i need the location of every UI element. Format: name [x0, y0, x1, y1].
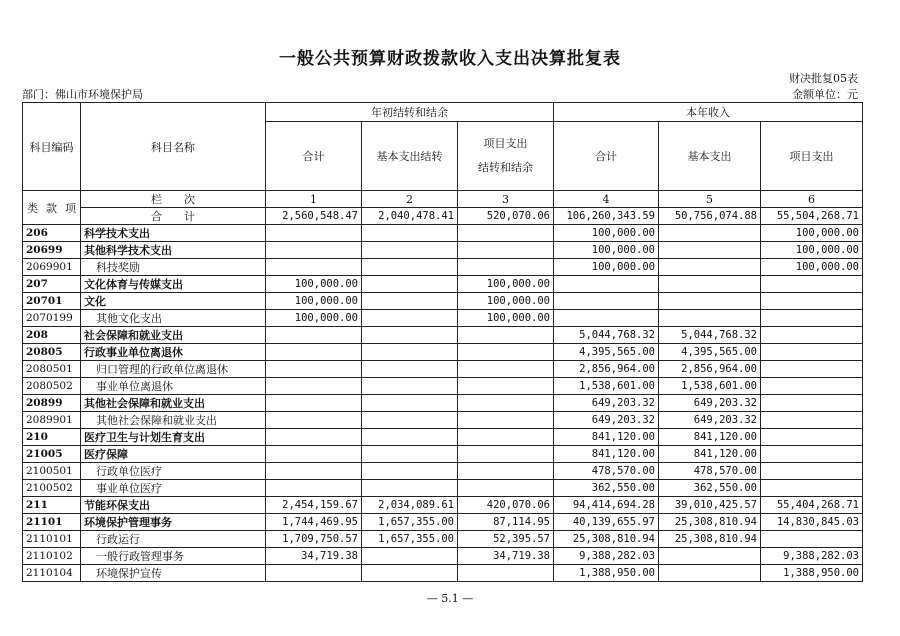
- row-value: 1,744,469.95: [266, 514, 362, 531]
- row-name: 文化: [84, 295, 106, 308]
- table-row: [23, 548, 863, 565]
- row-code: 2080501: [23, 361, 81, 378]
- row-value: 55,404,268.71: [761, 497, 863, 514]
- row-value: 14,830,845.03: [761, 514, 863, 531]
- row-code: 2110102: [23, 548, 81, 565]
- row-value: [458, 327, 554, 344]
- row-code: 207: [23, 276, 81, 293]
- department-label: 部门：佛山市环境保护局: [22, 88, 143, 101]
- row-value: 2,454,159.67: [266, 497, 362, 514]
- row-name-cell: [81, 548, 266, 565]
- row-name-cell: [81, 514, 266, 531]
- row-name: 环境保护管理事务: [84, 516, 172, 529]
- row-value: 841,120.00: [554, 446, 659, 463]
- row-value: 100,000.00: [554, 259, 659, 276]
- row-value: 100,000.00: [458, 310, 554, 327]
- row-value: 362,550.00: [659, 480, 761, 497]
- row-name-cell: [81, 429, 266, 446]
- table-row: [23, 480, 863, 497]
- row-value: 100,000.00: [266, 293, 362, 310]
- row-name-cell: [81, 259, 266, 276]
- row-value: 2,034,089.61: [362, 497, 458, 514]
- col-num-2: 2: [362, 191, 458, 208]
- header-b-project: 项目支出: [761, 122, 863, 191]
- row-value: 649,203.32: [659, 395, 761, 412]
- row-value: [266, 429, 362, 446]
- row-value: [458, 463, 554, 480]
- table-row: [23, 514, 863, 531]
- row-value: [761, 480, 863, 497]
- row-value: [266, 378, 362, 395]
- row-code: 2110101: [23, 531, 81, 548]
- row-value: [362, 242, 458, 259]
- row-name: 科技奖励: [96, 261, 140, 274]
- row-name-cell: [81, 531, 266, 548]
- row-value: [458, 395, 554, 412]
- table-row: [23, 395, 863, 412]
- row-value: [554, 276, 659, 293]
- table-row: [23, 276, 863, 293]
- row-value: [659, 242, 761, 259]
- row-code: 208: [23, 327, 81, 344]
- row-value: [362, 225, 458, 242]
- row-name: 其他科学技术支出: [84, 244, 172, 257]
- row-value: [362, 480, 458, 497]
- row-value: [362, 293, 458, 310]
- table-row: [23, 293, 863, 310]
- row-value: [659, 259, 761, 276]
- row-value: 25,308,810.94: [659, 531, 761, 548]
- table-row: [23, 242, 863, 259]
- row-name: 环境保护宣传: [96, 567, 162, 580]
- row-value: 2,856,964.00: [659, 361, 761, 378]
- budget-table: [22, 102, 863, 582]
- total-cell: 2,560,548.47: [266, 208, 362, 225]
- row-value: [266, 361, 362, 378]
- col-num-4: 4: [554, 191, 659, 208]
- table-row: [23, 344, 863, 361]
- row-value: 1,538,601.00: [659, 378, 761, 395]
- row-name-cell: [81, 378, 266, 395]
- row-value: 100,000.00: [761, 242, 863, 259]
- table-row: [23, 429, 863, 446]
- header-group-carryover: 年初结转和结余: [266, 103, 554, 122]
- header-lanci: 栏 次: [81, 191, 266, 208]
- total-cell: 106,260,343.59: [554, 208, 659, 225]
- row-value: [458, 242, 554, 259]
- row-value: 2,856,964.00: [554, 361, 659, 378]
- row-name-cell: [81, 293, 266, 310]
- total-cell: 520,070.06: [458, 208, 554, 225]
- header-group-income: 本年收入: [554, 103, 863, 122]
- table-row: [23, 259, 863, 276]
- row-value: 40,139,655.97: [554, 514, 659, 531]
- row-code: 20805: [23, 344, 81, 361]
- header-a-project-line2: 结转和结余: [478, 161, 533, 174]
- row-value: 478,570.00: [659, 463, 761, 480]
- form-number: 财决批复05表: [789, 72, 858, 85]
- table-row: [23, 310, 863, 327]
- row-value: 25,308,810.94: [554, 531, 659, 548]
- row-name: 行政事业单位离退休: [84, 346, 183, 359]
- row-value: 1,388,950.00: [761, 565, 863, 582]
- col-num-5: 5: [659, 191, 761, 208]
- row-value: 100,000.00: [554, 225, 659, 242]
- row-value: [266, 242, 362, 259]
- row-name-cell: [81, 225, 266, 242]
- row-value: [458, 480, 554, 497]
- total-cell: 2,040,478.41: [362, 208, 458, 225]
- table-row: [23, 361, 863, 378]
- row-value: [659, 565, 761, 582]
- row-value: [458, 565, 554, 582]
- row-value: 100,000.00: [761, 259, 863, 276]
- table-row: [23, 463, 863, 480]
- row-value: [266, 463, 362, 480]
- row-code: 206: [23, 225, 81, 242]
- row-value: 34,719.38: [458, 548, 554, 565]
- row-name: 其他社会保障和就业支出: [96, 414, 217, 427]
- row-value: [362, 344, 458, 361]
- table-row: [23, 446, 863, 463]
- row-value: [362, 412, 458, 429]
- row-value: [458, 429, 554, 446]
- row-value: [761, 412, 863, 429]
- row-value: [458, 378, 554, 395]
- row-value: [458, 361, 554, 378]
- row-value: [761, 395, 863, 412]
- row-name: 归口管理的行政单位离退休: [96, 363, 228, 376]
- row-code: 211: [23, 497, 81, 514]
- row-value: [659, 276, 761, 293]
- row-name-cell: [81, 395, 266, 412]
- row-code: 2069901: [23, 259, 81, 276]
- row-name-cell: [81, 446, 266, 463]
- row-value: [761, 293, 863, 310]
- row-value: 1,388,950.00: [554, 565, 659, 582]
- total-cell: 50,756,074.88: [659, 208, 761, 225]
- page-number: — 5.1 —: [426, 592, 474, 605]
- row-name: 一般行政管理事务: [96, 550, 184, 563]
- row-value: 100,000.00: [266, 310, 362, 327]
- row-code: 2100501: [23, 463, 81, 480]
- row-name: 其他社会保障和就业支出: [84, 397, 205, 410]
- row-name-cell: [81, 242, 266, 259]
- header-a-project: [458, 122, 554, 191]
- row-code: 20701: [23, 293, 81, 310]
- row-value: [458, 412, 554, 429]
- row-code: 21101: [23, 514, 81, 531]
- row-value: [659, 310, 761, 327]
- col-num-3: 3: [458, 191, 554, 208]
- table-row: [23, 327, 863, 344]
- row-value: [266, 259, 362, 276]
- row-value: [362, 378, 458, 395]
- row-value: [761, 463, 863, 480]
- table-row: [23, 378, 863, 395]
- row-value: [761, 531, 863, 548]
- row-value: 649,203.32: [554, 412, 659, 429]
- row-value: 25,308,810.94: [659, 514, 761, 531]
- row-code: 2080502: [23, 378, 81, 395]
- row-value: [362, 259, 458, 276]
- row-value: [266, 344, 362, 361]
- row-code: 2089901: [23, 412, 81, 429]
- header-heji: 合 计: [81, 208, 266, 225]
- row-value: 478,570.00: [554, 463, 659, 480]
- header-kind-kuan: 款: [46, 201, 57, 215]
- row-value: [362, 463, 458, 480]
- header-b-total: 合计: [554, 122, 659, 191]
- row-value: 1,709,750.57: [266, 531, 362, 548]
- table-row: [23, 531, 863, 548]
- row-value: 841,120.00: [659, 429, 761, 446]
- row-value: [761, 276, 863, 293]
- row-value: 9,388,282.03: [554, 548, 659, 565]
- row-value: [362, 548, 458, 565]
- row-value: 362,550.00: [554, 480, 659, 497]
- row-value: [266, 480, 362, 497]
- header-kind-lei: 类: [27, 201, 38, 215]
- row-value: [266, 446, 362, 463]
- row-value: [761, 446, 863, 463]
- row-name-cell: [81, 565, 266, 582]
- row-value: 100,000.00: [761, 225, 863, 242]
- row-value: [362, 361, 458, 378]
- row-name-cell: [81, 327, 266, 344]
- row-value: 649,203.32: [554, 395, 659, 412]
- total-cell: 55,504,268.71: [761, 208, 863, 225]
- row-value: [362, 429, 458, 446]
- row-value: [659, 548, 761, 565]
- row-code: 20699: [23, 242, 81, 259]
- row-value: [362, 327, 458, 344]
- header-a-basic: 基本支出结转: [362, 122, 458, 191]
- row-name: 科学技术支出: [84, 227, 150, 240]
- row-name: 其他文化支出: [96, 312, 162, 325]
- row-value: [458, 344, 554, 361]
- row-value: 34,719.38: [266, 548, 362, 565]
- row-value: 1,538,601.00: [554, 378, 659, 395]
- row-name-cell: [81, 276, 266, 293]
- row-code: 2070199: [23, 310, 81, 327]
- row-value: [266, 412, 362, 429]
- row-value: [659, 293, 761, 310]
- row-value: 1,657,355.00: [362, 514, 458, 531]
- row-value: [458, 446, 554, 463]
- row-value: 100,000.00: [458, 293, 554, 310]
- row-code: 210: [23, 429, 81, 446]
- header-a-project-line1: 项目支出: [483, 137, 528, 150]
- row-value: [266, 565, 362, 582]
- row-value: [362, 395, 458, 412]
- row-code: 21005: [23, 446, 81, 463]
- page-title: 一般公共预算财政拨款收入支出决算批复表: [279, 49, 621, 69]
- row-value: [458, 259, 554, 276]
- header-a-total: 合计: [266, 122, 362, 191]
- row-value: [266, 327, 362, 344]
- row-code: 2100502: [23, 480, 81, 497]
- row-value: [266, 395, 362, 412]
- row-value: [761, 310, 863, 327]
- row-value: [761, 344, 863, 361]
- row-name-cell: [81, 310, 266, 327]
- row-value: 100,000.00: [458, 276, 554, 293]
- row-value: 420,070.06: [458, 497, 554, 514]
- row-value: 100,000.00: [266, 276, 362, 293]
- row-name-cell: [81, 463, 266, 480]
- table-row: [23, 225, 863, 242]
- row-value: 5,044,768.32: [659, 327, 761, 344]
- row-name: 医疗卫生与计划生育支出: [84, 431, 205, 444]
- header-name: 科目名称: [81, 103, 266, 191]
- row-value: [659, 225, 761, 242]
- row-name: 事业单位医疗: [96, 482, 162, 495]
- row-value: [266, 225, 362, 242]
- row-value: [362, 565, 458, 582]
- row-value: 1,657,355.00: [362, 531, 458, 548]
- row-value: [362, 446, 458, 463]
- row-name-cell: [81, 497, 266, 514]
- row-value: 39,010,425.57: [659, 497, 761, 514]
- header-b-basic: 基本支出: [659, 122, 761, 191]
- row-value: [761, 378, 863, 395]
- row-value: [362, 276, 458, 293]
- header-code: 科目编码: [23, 103, 81, 191]
- table-row: [23, 412, 863, 429]
- col-num-6: 6: [761, 191, 863, 208]
- row-value: [362, 310, 458, 327]
- row-value: [761, 361, 863, 378]
- row-value: 9,388,282.03: [761, 548, 863, 565]
- row-value: 649,203.32: [659, 412, 761, 429]
- row-name: 行政单位医疗: [96, 465, 162, 478]
- row-value: 52,395.57: [458, 531, 554, 548]
- row-value: 4,395,565.00: [554, 344, 659, 361]
- col-num-1: 1: [266, 191, 362, 208]
- row-value: [554, 310, 659, 327]
- row-name-cell: [81, 480, 266, 497]
- row-value: [458, 225, 554, 242]
- row-name-cell: [81, 361, 266, 378]
- row-value: 841,120.00: [554, 429, 659, 446]
- row-value: 94,414,694.28: [554, 497, 659, 514]
- row-name: 节能环保支出: [84, 499, 150, 512]
- table-row: [23, 565, 863, 582]
- row-name: 文化体育与传媒支出: [84, 278, 183, 291]
- row-code: 2110104: [23, 565, 81, 582]
- row-name: 社会保障和就业支出: [84, 329, 183, 342]
- header-kind: [23, 191, 81, 225]
- row-value: [761, 327, 863, 344]
- row-value: 87,114.95: [458, 514, 554, 531]
- row-name: 行政运行: [96, 533, 140, 546]
- unit-label: 金额单位：元: [792, 88, 858, 101]
- row-value: [761, 429, 863, 446]
- row-name-cell: [81, 344, 266, 361]
- row-code: 20899: [23, 395, 81, 412]
- row-name-cell: [81, 412, 266, 429]
- row-name: 医疗保障: [84, 448, 128, 461]
- row-value: [554, 293, 659, 310]
- row-name: 事业单位离退休: [96, 380, 173, 393]
- table-row: [23, 497, 863, 514]
- header-kind-xiang: 项: [65, 201, 76, 215]
- row-value: 5,044,768.32: [554, 327, 659, 344]
- row-value: 100,000.00: [554, 242, 659, 259]
- row-value: 4,395,565.00: [659, 344, 761, 361]
- row-value: 841,120.00: [659, 446, 761, 463]
